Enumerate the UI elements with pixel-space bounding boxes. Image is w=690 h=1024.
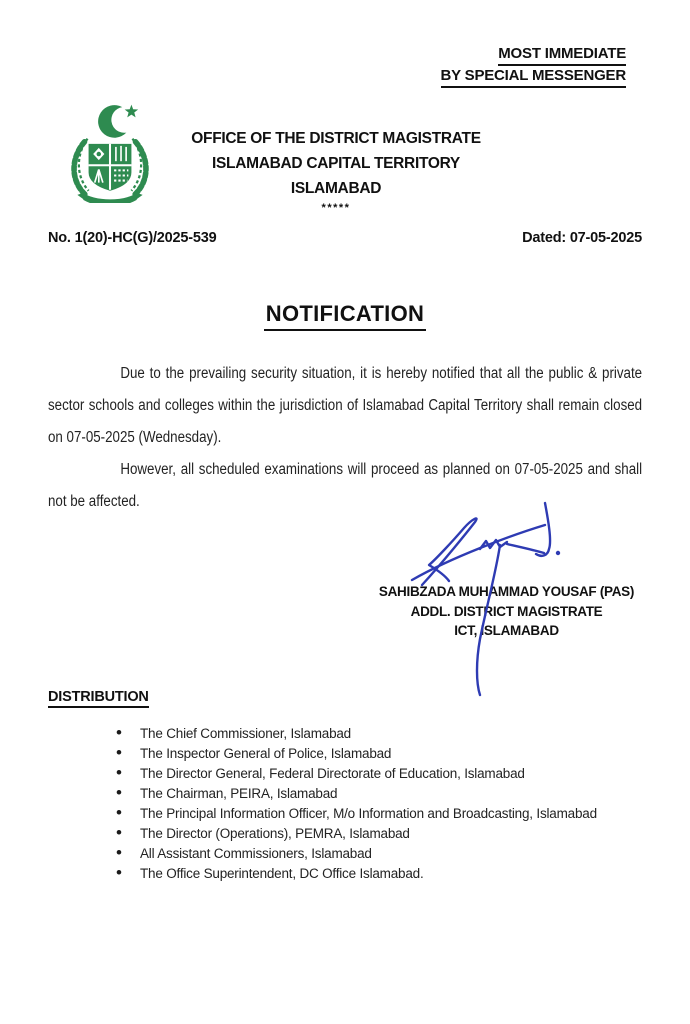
distribution-item: • The Director (Operations), PEMRA, Islamabad	[114, 824, 650, 844]
signatory-station: ICT, ISLAMABAD	[454, 623, 559, 638]
body-paragraph: Due to the prevailing security situation, it is hereby notified that all the public & private sector schools and colleges within the jurisdiction of Islamabad Capital Territory shall remain closed on 07-05-2025 (Wednesday).	[48, 365, 643, 446]
distribution-item: • The Director General, Federal Directorate of Education, Islamabad	[114, 764, 650, 784]
classification-line: BY SPECIAL MESSENGER	[441, 66, 627, 88]
office-line: ISLAMABAD CAPITAL TERRITORY	[212, 155, 460, 172]
star-separator: *****	[321, 202, 351, 214]
document-title: NOTIFICATION	[0, 301, 690, 331]
distribution-item: • The Principal Information Officer, M/o Information and Broadcasting, Islamabad	[114, 804, 650, 824]
letterhead	[126, 126, 546, 214]
body-text	[48, 358, 642, 518]
handwritten-signature	[392, 497, 587, 697]
classification-block	[441, 44, 627, 88]
distribution-item: • All Assistant Commissioners, Islamabad	[114, 844, 650, 864]
distribution-item: • The Office Superintendent, DC Office Islamabad.	[114, 864, 650, 884]
signatory-name: SAHIBZADA MUHAMMAD YOUSAF (PAS)	[378, 584, 635, 599]
signatory-designation: ADDL. DISTRICT MAGISTRATE	[410, 603, 603, 619]
distribution-item: • The Inspector General of Police, Islamabad	[114, 744, 650, 764]
distribution-item: • The Chief Commissioner, Islamabad	[114, 724, 650, 744]
office-line: OFFICE OF THE DISTRICT MAGISTRATE	[191, 130, 481, 147]
office-line: ISLAMABAD	[290, 180, 382, 197]
reference-number: No. 1(20)-HC(G)/2025-539	[48, 230, 217, 246]
body-paragraph: However, all scheduled examinations will proceed as planned on 07-05-2025 and shall not be affected.	[48, 461, 643, 510]
document-date: Dated: 07-05-2025	[522, 230, 642, 246]
reference-row	[48, 230, 642, 246]
distribution-item: • The Chairman, PEIRA, Islamabad	[114, 784, 650, 804]
distribution-list	[114, 724, 650, 884]
classification-line: MOST IMMEDIATE	[441, 44, 627, 66]
distribution-heading: DISTRIBUTION	[48, 688, 149, 708]
